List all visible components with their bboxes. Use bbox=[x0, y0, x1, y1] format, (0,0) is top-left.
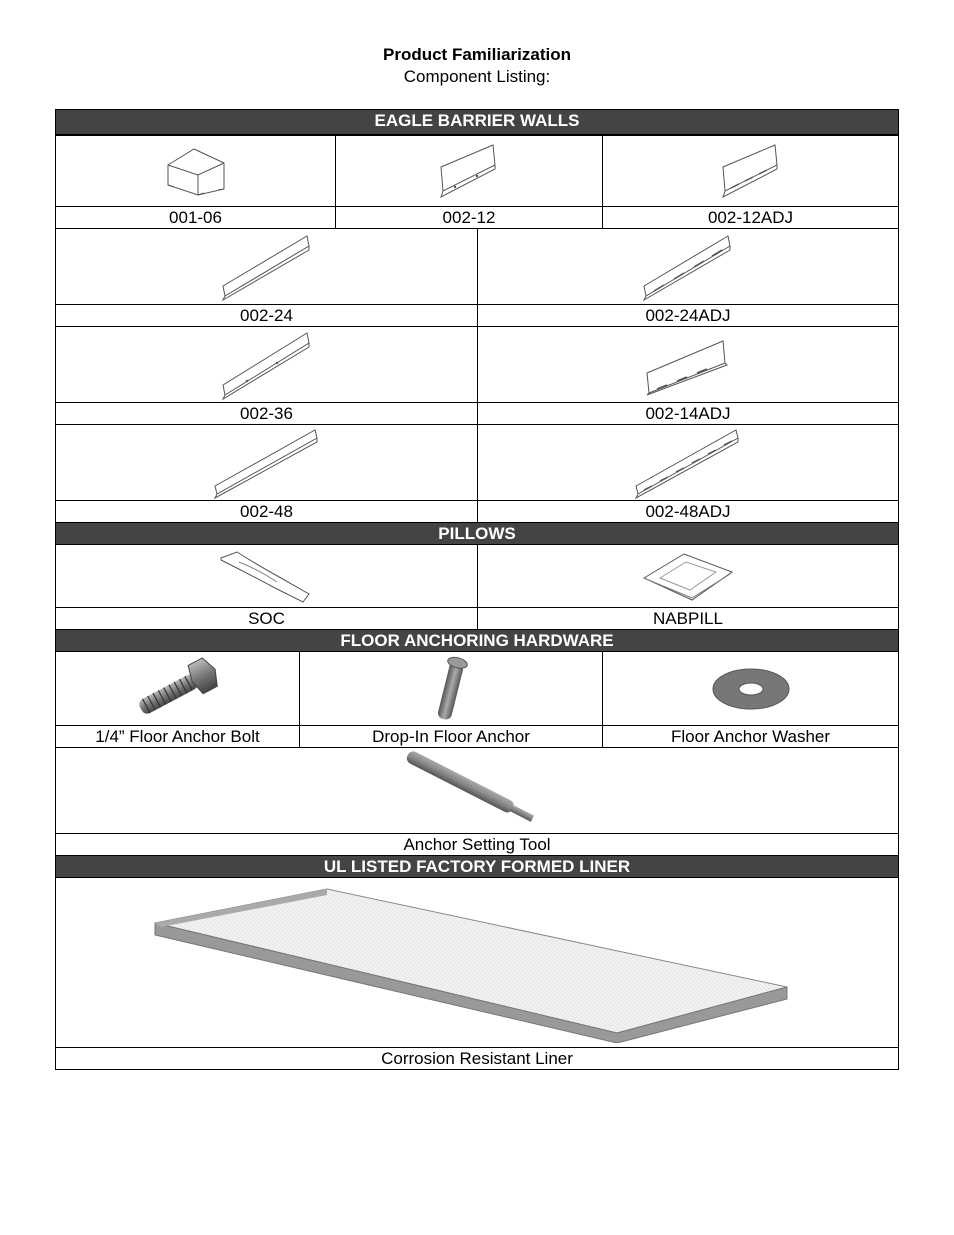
drop-in-floor-anchor-image bbox=[299, 651, 603, 726]
label-002-48: 002-48 bbox=[55, 500, 478, 523]
label-floor-anchor-bolt: 1/4” Floor Anchor Bolt bbox=[55, 725, 300, 748]
page-subtitle: Component Listing: bbox=[403, 67, 551, 86]
wall-001-06-image bbox=[55, 135, 336, 207]
label-nabpill: NABPILL bbox=[477, 607, 899, 630]
label-002-36: 002-36 bbox=[55, 402, 478, 425]
section-header-walls: EAGLE BARRIER WALLS bbox=[55, 109, 899, 135]
page-title: Product Familiarization bbox=[383, 45, 571, 64]
pillow-nabpill-image bbox=[477, 544, 899, 608]
label-002-14adj: 002-14ADJ bbox=[477, 402, 899, 425]
label-002-24adj: 002-24ADJ bbox=[477, 304, 899, 327]
wall-002-14adj-image bbox=[477, 326, 899, 403]
label-001-06: 001-06 bbox=[55, 206, 336, 229]
wall-002-24-image bbox=[55, 228, 478, 305]
label-corrosion-resistant-liner: Corrosion Resistant Liner bbox=[55, 1047, 899, 1070]
label-002-48adj: 002-48ADJ bbox=[477, 500, 899, 523]
wall-002-24adj-image bbox=[477, 228, 899, 305]
wall-002-36-image bbox=[55, 326, 478, 403]
section-header-pillows: PILLOWS bbox=[55, 522, 899, 545]
label-002-24: 002-24 bbox=[55, 304, 478, 327]
section-header-hardware: FLOOR ANCHORING HARDWARE bbox=[55, 629, 899, 652]
wall-002-12-image bbox=[335, 135, 603, 207]
floor-anchor-washer-image bbox=[602, 651, 899, 726]
label-drop-in-floor-anchor: Drop-In Floor Anchor bbox=[299, 725, 603, 748]
corrosion-resistant-liner-image bbox=[55, 877, 899, 1048]
label-002-12adj: 002-12ADJ bbox=[602, 206, 899, 229]
label-002-12: 002-12 bbox=[335, 206, 603, 229]
label-floor-anchor-washer: Floor Anchor Washer bbox=[602, 725, 899, 748]
label-soc: SOC bbox=[55, 607, 478, 630]
section-header-liner: UL LISTED FACTORY FORMED LINER bbox=[55, 855, 899, 878]
wall-002-48adj-image bbox=[477, 424, 899, 501]
anchor-setting-tool-image bbox=[55, 747, 899, 834]
pillow-soc-image bbox=[55, 544, 478, 608]
floor-anchor-bolt-image bbox=[55, 651, 300, 726]
label-anchor-setting-tool: Anchor Setting Tool bbox=[55, 833, 899, 856]
wall-002-48-image bbox=[55, 424, 478, 501]
wall-002-12adj-image bbox=[602, 135, 899, 207]
